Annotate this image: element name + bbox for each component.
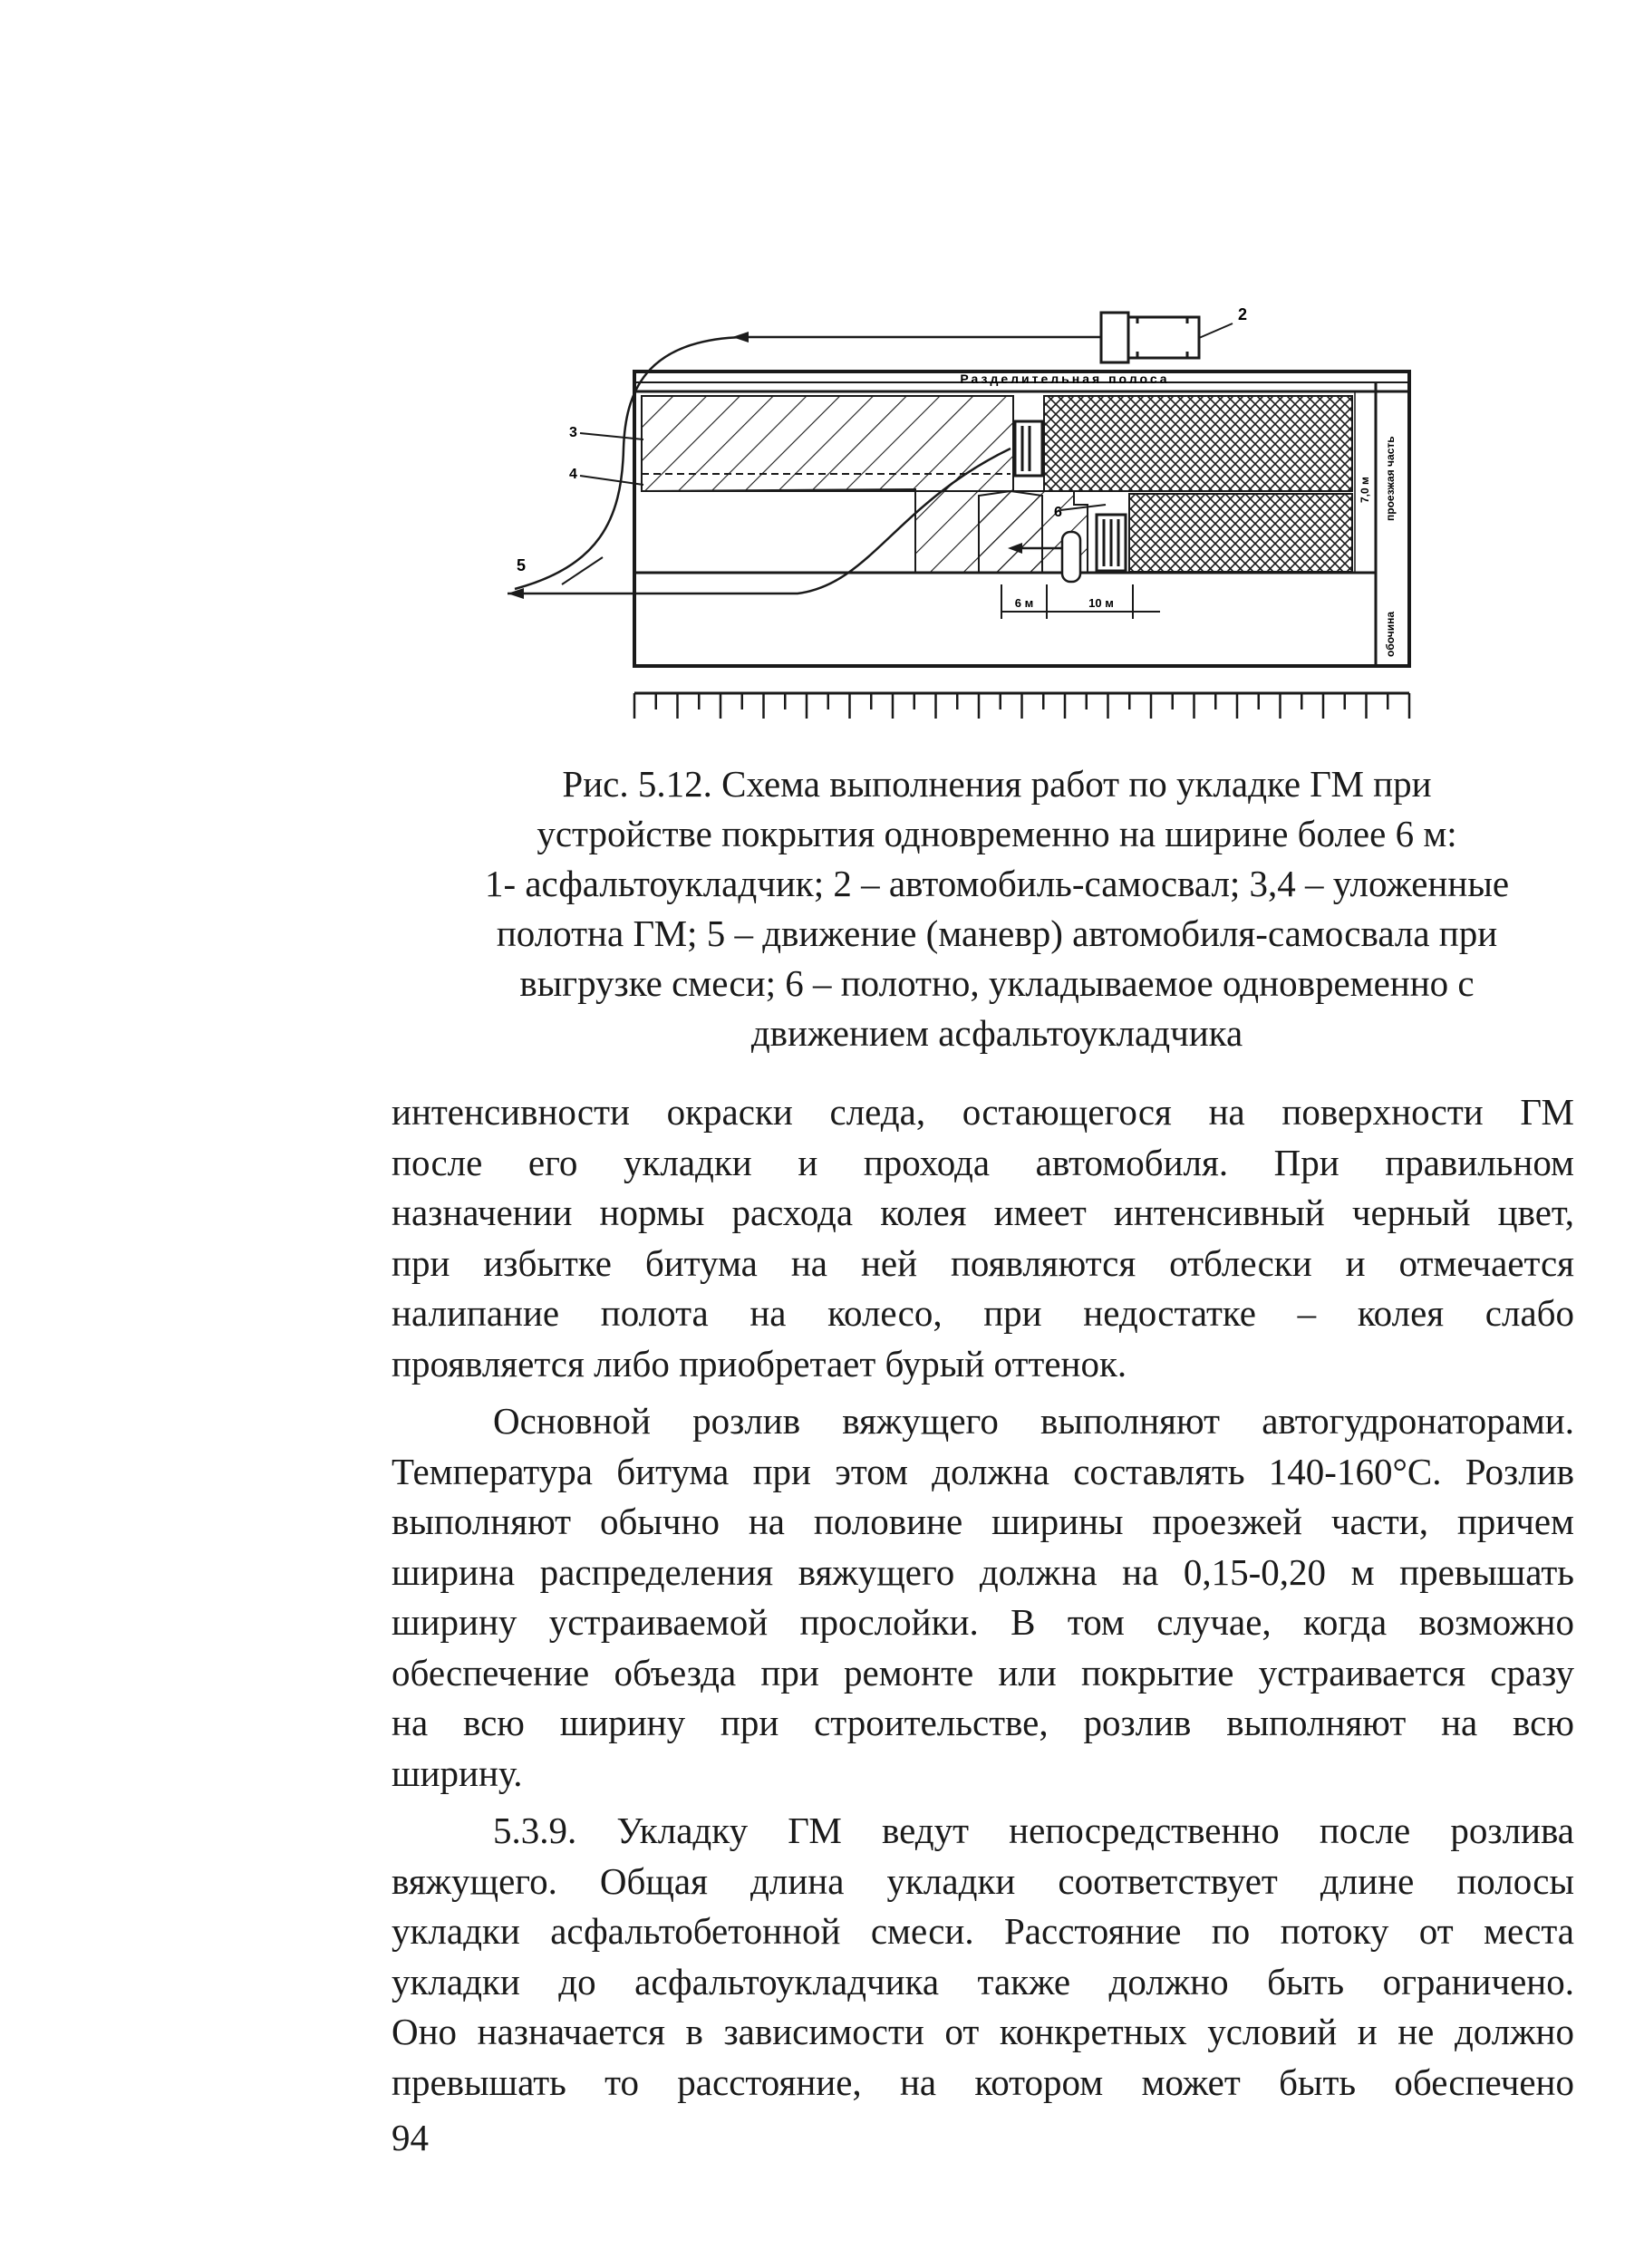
width-label: 7,0 м [1359, 477, 1371, 503]
caption-line: 1- асфальтоукладчик; 2 – автомобиль-самосвал; 3,4 – уложенные [484, 863, 1510, 904]
divider-strip-label: Разделительная полоса [960, 372, 1170, 386]
figure-caption [390, 759, 1604, 1058]
callout-5: 5 [517, 556, 527, 574]
body-text [392, 1087, 1574, 2115]
scale-ruler [634, 693, 1409, 719]
asphalt-strip-lower [1129, 494, 1352, 572]
callout-3: 3 [569, 425, 577, 440]
text-line: при избытке битума на ней появляются отблески и отмечается [392, 1241, 1574, 1284]
text-line: укладки до асфальтоукладчика также должно быть ограничено. [392, 1960, 1574, 2003]
text-line: вяжущего. Общая длина укладки соответствует длине полосы [392, 1859, 1574, 1902]
text-line: превышать то расстояние, на котором может быть обеспечено [392, 2061, 1574, 2103]
text-line: Температура битума при этом должна составлять 140-160°С. Розлив [392, 1450, 1574, 1492]
text-line: назначении нормы расхода колея имеет интенсивный черный цвет, [392, 1192, 1574, 1233]
text-line: ширину устраиваемой прослойки. В том случае, когда возможно [392, 1601, 1574, 1643]
laid-sheet-3 [642, 396, 1013, 491]
asphalt-strip-upper [1044, 396, 1352, 491]
caption-line: устройстве покрытия одновременно на ширине более 6 м: [537, 813, 1457, 854]
road-works-scheme-figure [508, 294, 1423, 720]
text-line: проявляется либо приобретает бурый оттенок. [392, 1342, 1127, 1385]
text-line: интенсивности окраски следа, остающегося на поверхности ГМ [392, 1091, 1574, 1133]
text-line: выполняют обычно на половине ширины проезжей части, причем [392, 1501, 1574, 1542]
text-line: на всю ширину при строительстве, розлив выполняют на всю [392, 1702, 1574, 1743]
shoulder-label: обочина [1384, 611, 1397, 657]
paragraph [392, 1806, 1574, 2108]
text-line: Оно назначается в зависимости от конкретных условий и не должно [392, 2011, 1574, 2052]
text-line: ширину. [392, 1752, 523, 1794]
page-number: 94 [392, 2117, 429, 2158]
callout-6: 6 [1054, 505, 1062, 520]
paragraph [392, 1087, 1574, 1389]
text-line: после его укладки и прохода автомобиля. При правильном [392, 1141, 1574, 1183]
caption-line: движением асфальтоукладчика [750, 1012, 1243, 1054]
text-line: обеспечение объезда при ремонте или покрытие устраивается сразу [392, 1651, 1574, 1694]
caption-line: выгрузке смеси; 6 – полотно, укладываемое одновременно с [519, 962, 1475, 1004]
carriageway-label: проезжая часть [1384, 436, 1397, 521]
caption-line: Рис. 5.12. Схема выполнения работ по укладке ГМ при [562, 763, 1432, 805]
text-line: 5.3.9. Укладку ГМ ведут непосредственно после розлива [493, 1810, 1574, 1851]
text-line: ширина распределения вяжущего должна на 0,15-0,20 м превышать [392, 1550, 1574, 1593]
paragraph [392, 1396, 1574, 1799]
dimension-6m: 6 м [1014, 596, 1034, 610]
dump-truck-cab [1101, 313, 1128, 362]
text-line: Основной розлив вяжущего выполняют автогудронаторами. [493, 1400, 1574, 1442]
text-line: укладки асфальтобетонной смеси. Расстояние по потоку от места [392, 1910, 1574, 1952]
text-line: налипание полота на колесо, при недостатке – колея слабо [392, 1292, 1574, 1334]
callout-2: 2 [1238, 305, 1248, 323]
scheme-drawing [508, 294, 1423, 720]
caption-line: полотна ГМ; 5 – движение (маневр) автомобиля-самосвала при [496, 912, 1498, 954]
dimension-10m: 10 м [1088, 596, 1114, 610]
callout-4: 4 [569, 467, 577, 482]
